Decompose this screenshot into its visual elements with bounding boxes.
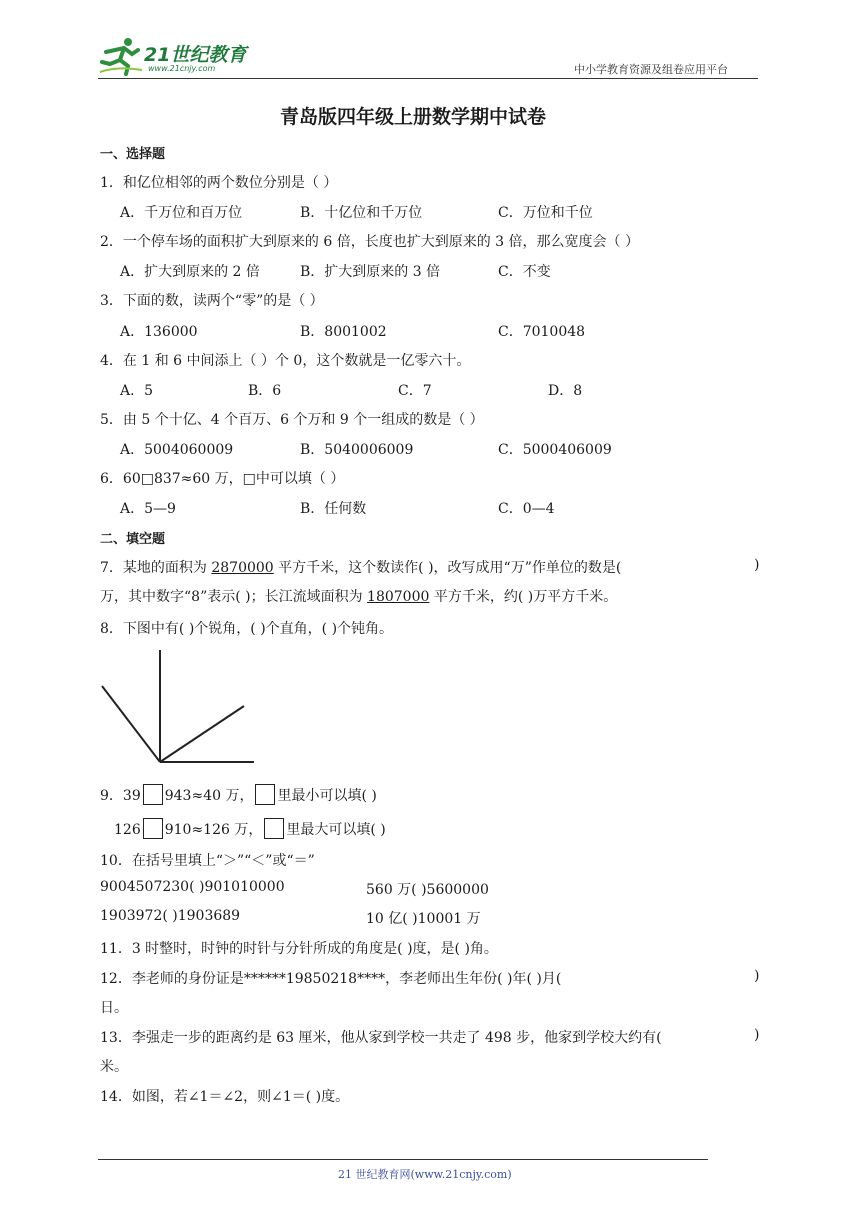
- q10-compare-2: 560 万( )5600000: [366, 882, 489, 898]
- option-1c: C．万位和千位: [498, 205, 593, 221]
- question-1: 1．和亿位相邻的两个数位分别是（ ）: [100, 175, 338, 191]
- option-3c: C．7010048: [498, 324, 586, 340]
- runner-logo-icon: [98, 36, 144, 76]
- header-logo: [98, 36, 258, 76]
- q9-text-c: 里最小可以填( ): [277, 788, 377, 804]
- option-2b: B．扩大到原来的 3 倍: [300, 264, 441, 280]
- option-3b: B．8001002: [300, 324, 387, 340]
- question-5: 5．由 5 个十亿、4 个百万、6 个万和 9 个一组成的数是（ ）: [100, 412, 484, 428]
- angle-figure: [98, 648, 258, 768]
- option-6c: C．0—4: [498, 501, 555, 517]
- q10-compare-1: 9004507230( )901010000: [100, 879, 285, 895]
- blank-box: [255, 784, 275, 805]
- q7-number-yangtze: 1807000: [367, 589, 430, 605]
- option-1a: A．千万位和百万位: [120, 205, 243, 221]
- footer-divider: [98, 1159, 708, 1160]
- option-2c: C．不变: [498, 264, 551, 280]
- option-6b: B．任何数: [300, 501, 367, 517]
- question-12-line2: 日。: [100, 1000, 128, 1016]
- option-1b: B．十亿位和千万位: [300, 205, 423, 221]
- question-4: 4．在 1 和 6 中间添上（ ）个 0，这个数就是一亿零六十。: [100, 353, 471, 369]
- question-11: 11．3 时整时，时钟的时针与分针所成的角度是( )度，是( )角。: [100, 941, 498, 957]
- option-5b: B．5040006009: [300, 442, 414, 458]
- logo-text: 21世纪教育: [144, 44, 247, 66]
- question-9-line2: [114, 818, 386, 839]
- header-divider: [98, 78, 758, 79]
- question-7-line2: [100, 586, 617, 606]
- q12-close-paren: ): [754, 968, 760, 984]
- question-2: 2．一个停车场的面积扩大到原来的 6 倍，长度也扩大到原来的 3 倍，那么宽度会（ ）: [100, 234, 639, 250]
- section-heading-choice: 一、选择题: [100, 147, 166, 162]
- q13-close-paren: ): [754, 1027, 760, 1043]
- blank-box: [264, 818, 284, 839]
- q9-text-a: 9．39: [100, 788, 141, 804]
- q7-text-c: 万，其中数字“8”表示( )；长江流域面积为: [100, 589, 368, 605]
- question-9-line1: [100, 784, 377, 805]
- option-4a: A．5: [120, 383, 154, 399]
- question-14: 14．如图，若∠1＝∠2，则∠1＝( )度。: [100, 1089, 350, 1105]
- option-4c: C．7: [398, 383, 432, 399]
- logo-url: www.21cnjy.com: [148, 64, 216, 73]
- footer-text: 21 世纪教育网(www.21cnjy.com): [338, 1168, 512, 1181]
- question-7-line1: [100, 557, 621, 577]
- q7-line1-close-paren: ): [754, 557, 760, 573]
- blank-box: [143, 784, 163, 805]
- q7-number-area: 2870000: [211, 560, 274, 576]
- q7-text-b: 平方千米，这个数读作( )，改写成用“万”作单位的数是(: [273, 560, 622, 576]
- page-title: 青岛版四年级上册数学期中试卷: [280, 106, 547, 128]
- option-5c: C．5000406009: [498, 442, 612, 458]
- blank-box: [143, 818, 163, 839]
- option-2a: A．扩大到原来的 2 倍: [120, 264, 260, 280]
- option-5a: A．5004060009: [120, 442, 234, 458]
- question-13-line2: 米。: [100, 1059, 128, 1075]
- q10-compare-3: 1903972( )1903689: [100, 908, 241, 924]
- option-4d: D．8: [548, 383, 583, 399]
- q10-compare-4: 10 亿( )10001 万: [366, 911, 481, 927]
- question-3: 3．下面的数，读两个“零”的是（ ）: [100, 293, 324, 309]
- question-10: 10．在括号里填上“＞”“＜”或“＝”: [100, 853, 315, 869]
- question-6: 6．60□837≈60 万，□中可以填（ ）: [100, 471, 345, 487]
- question-12-line1: 12．李老师的身份证是******19850218****，李老师出生年份( )年( )月(: [100, 971, 562, 987]
- q9-text-e: 910≈126 万，: [164, 822, 263, 838]
- q7-text-a: 7．某地的面积为: [100, 560, 212, 576]
- option-6a: A．5—9: [120, 501, 176, 517]
- q7-text-d: 平方千米，约( )万平方千米。: [429, 589, 618, 605]
- option-3a: A．136000: [120, 324, 198, 340]
- header-right-text: 中小学教育资源及组卷应用平台: [574, 63, 728, 76]
- q9-text-d: 126: [114, 822, 141, 838]
- question-8: 8．下图中有( )个锐角，( )个直角，( )个钝角。: [100, 621, 394, 637]
- question-13-line1: 13．李强走一步的距离约是 63 厘米，他从家到学校一共走了 498 步，他家到学校大约有(: [100, 1030, 662, 1046]
- q9-text-b: 943≈40 万，: [164, 788, 254, 804]
- section-heading-fill: 二、填空题: [100, 532, 166, 547]
- option-4b: B．6: [248, 383, 282, 399]
- q9-text-f: 里最大可以填( ): [286, 822, 386, 838]
